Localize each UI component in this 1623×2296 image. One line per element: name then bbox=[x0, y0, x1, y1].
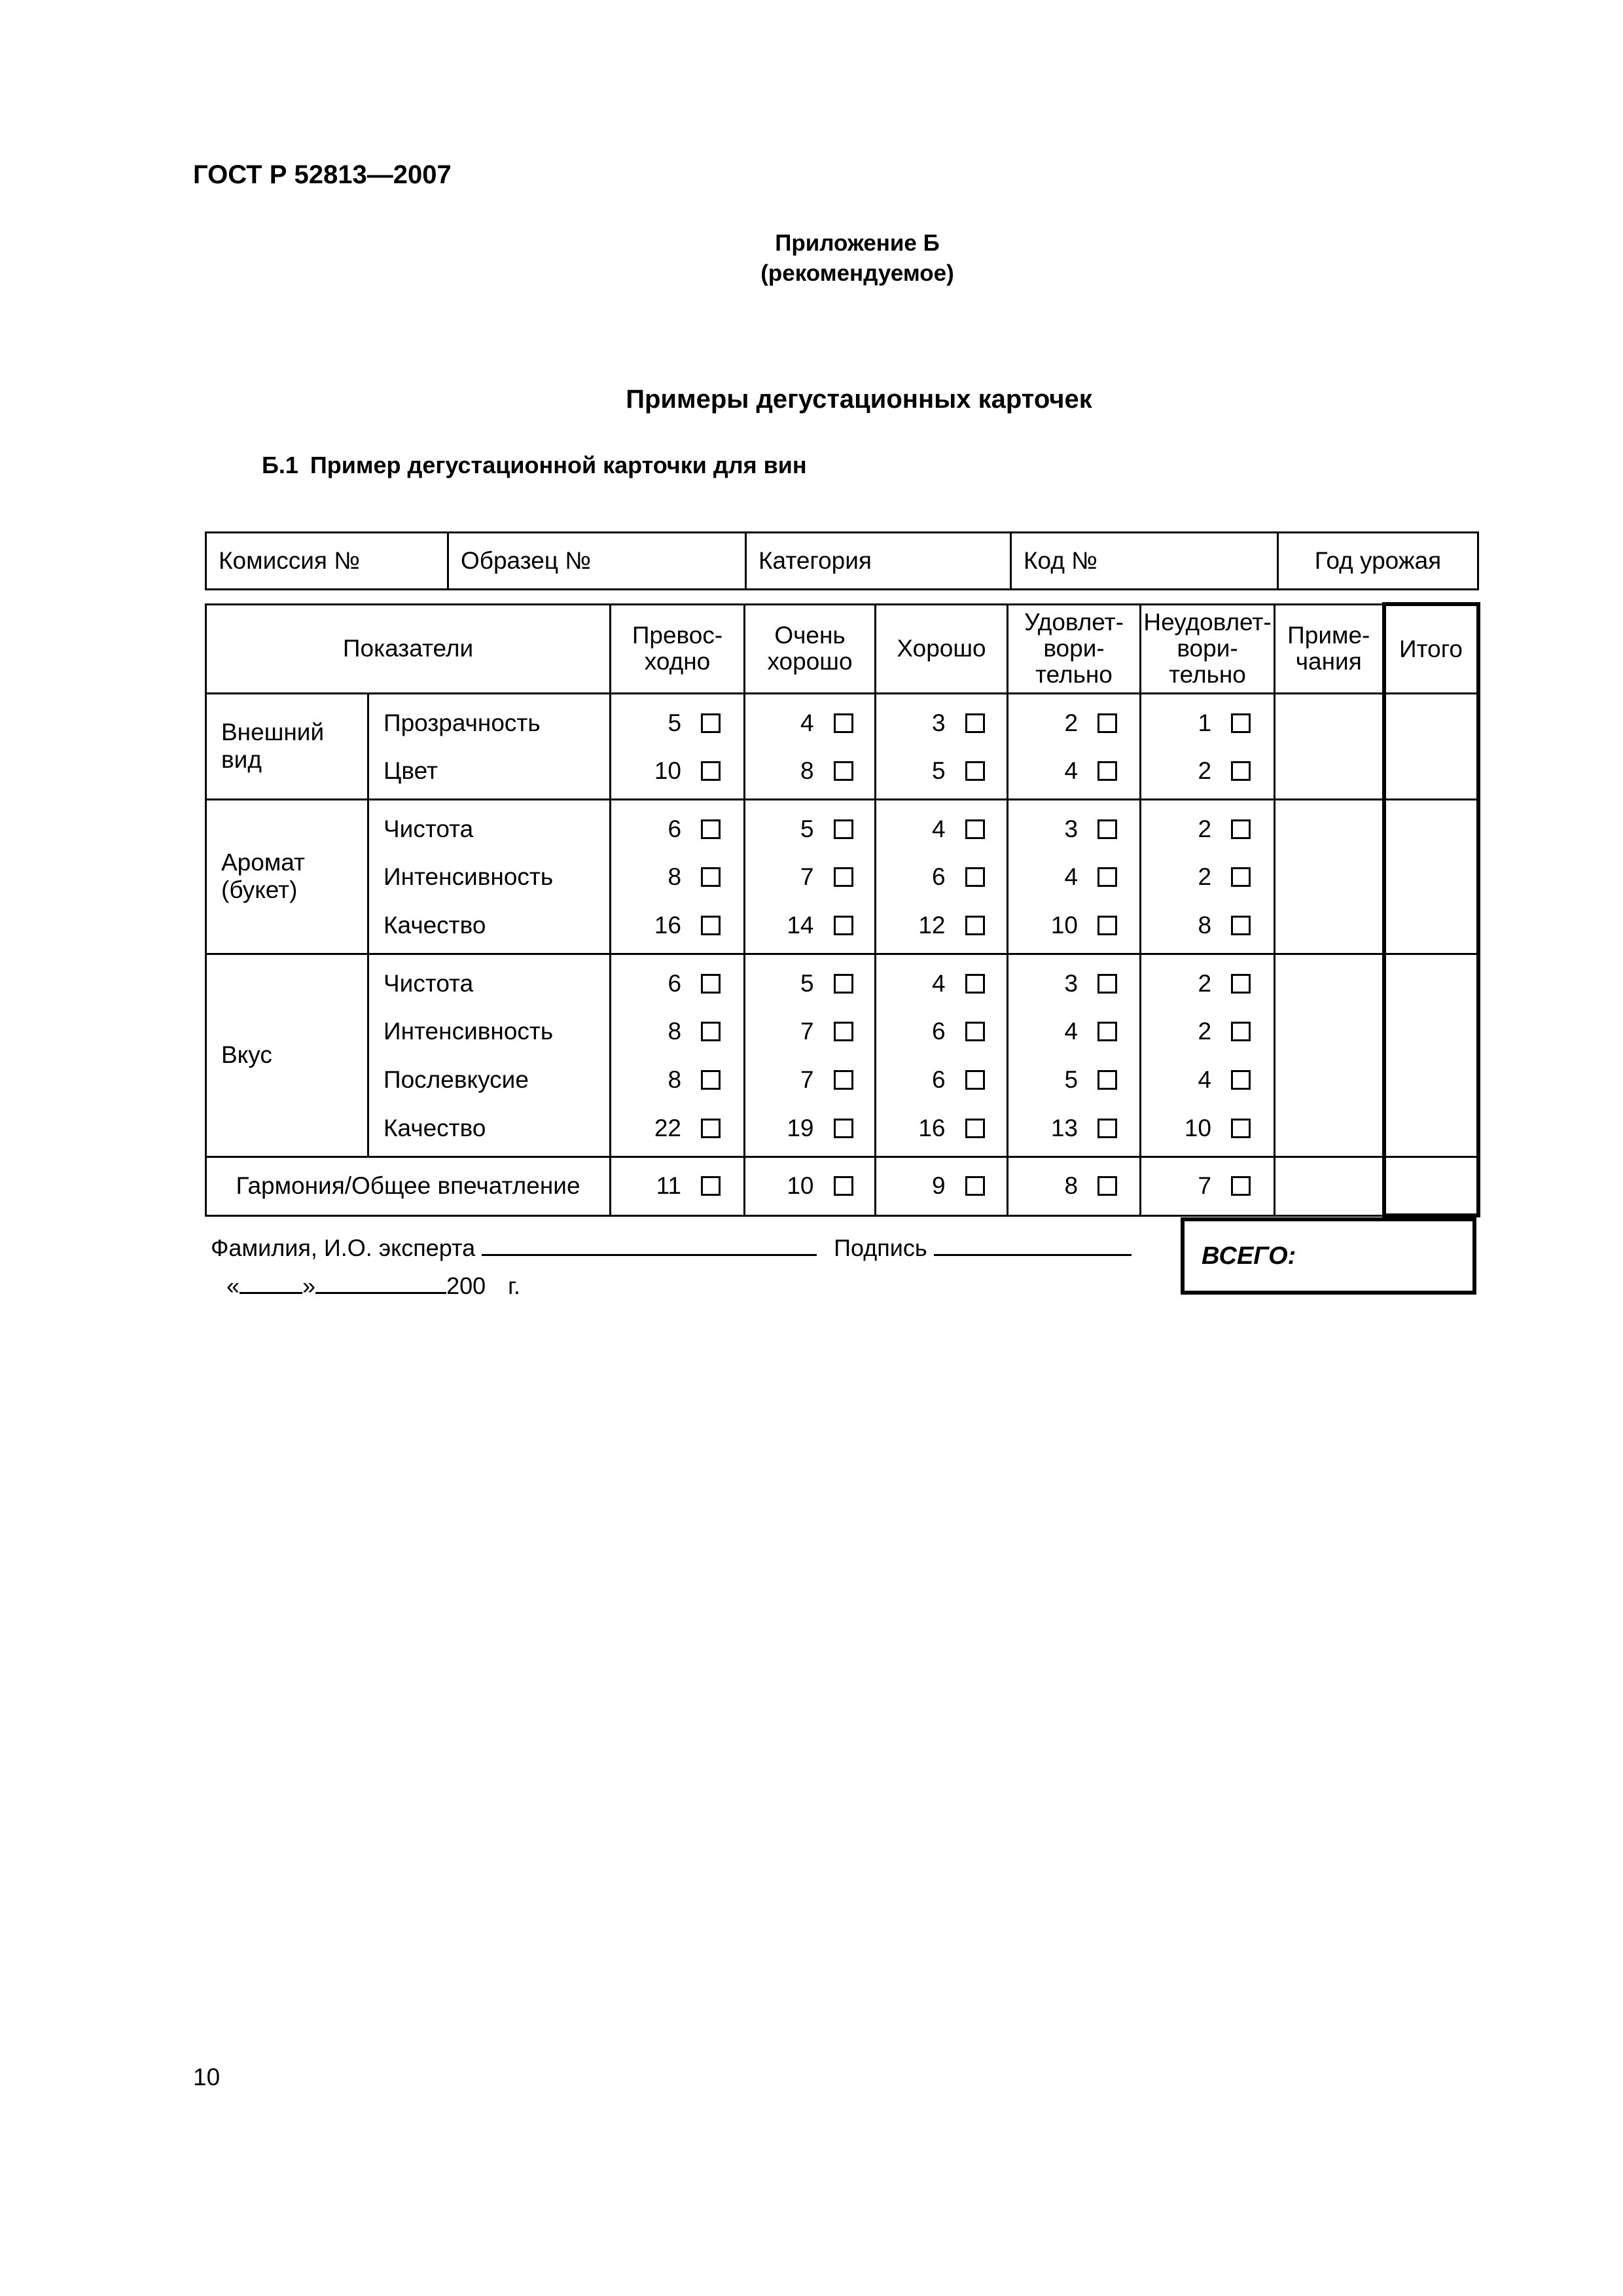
score-value: 8 bbox=[668, 863, 682, 890]
checkbox[interactable] bbox=[965, 713, 985, 733]
checkbox[interactable] bbox=[1231, 867, 1251, 887]
score-option bbox=[876, 960, 1007, 1007]
group-name-line: (букет) bbox=[221, 876, 298, 903]
score-value: 2 bbox=[1064, 709, 1079, 736]
checkbox[interactable] bbox=[834, 819, 853, 839]
checkbox[interactable] bbox=[965, 916, 985, 935]
score-value: 5 bbox=[931, 757, 946, 784]
score-value: 6 bbox=[931, 863, 946, 890]
score-value: 8 bbox=[1198, 911, 1212, 939]
month-field[interactable] bbox=[315, 1270, 446, 1294]
score-value: 10 bbox=[654, 757, 682, 784]
satisfactory-header: Удовлет- вори- тельно bbox=[1008, 604, 1141, 693]
score-value: 8 bbox=[668, 1017, 682, 1045]
indicator-label: Цвет bbox=[383, 757, 438, 784]
score-option bbox=[1008, 960, 1139, 1007]
code-field[interactable]: Код № bbox=[1011, 533, 1278, 590]
score-value: 5 bbox=[800, 815, 814, 842]
harmony-total-cell[interactable] bbox=[1384, 1157, 1478, 1215]
checkbox[interactable] bbox=[965, 1176, 985, 1196]
score-option bbox=[876, 806, 1007, 853]
score-value: 22 bbox=[654, 1114, 682, 1141]
checkbox[interactable] bbox=[701, 1176, 721, 1196]
year-suffix: г. bbox=[508, 1272, 520, 1299]
indicator-label: Прозрачность bbox=[383, 709, 541, 736]
score-cell bbox=[745, 799, 876, 954]
score-value: 8 bbox=[1064, 1172, 1079, 1199]
score-value: 4 bbox=[931, 815, 946, 842]
score-option bbox=[876, 747, 1007, 795]
score-cell bbox=[611, 693, 745, 799]
indicator-group-row bbox=[206, 954, 1478, 1157]
checkbox[interactable] bbox=[1097, 713, 1117, 733]
checkbox[interactable] bbox=[834, 1176, 853, 1196]
group-name bbox=[206, 799, 368, 954]
indicator-labels-cell bbox=[368, 693, 611, 799]
score-value: 4 bbox=[1198, 1066, 1212, 1093]
score-value: 10 bbox=[1050, 911, 1079, 939]
score-cell bbox=[1141, 954, 1275, 1157]
score-option bbox=[745, 747, 874, 795]
score-value: 5 bbox=[668, 709, 682, 736]
checkbox[interactable] bbox=[834, 1119, 853, 1138]
indicator-label: Интенсивность bbox=[383, 1017, 554, 1045]
score-value: 6 bbox=[668, 969, 682, 997]
score-option bbox=[876, 700, 1007, 747]
score-value: 4 bbox=[931, 969, 946, 997]
score-value: 7 bbox=[1198, 1172, 1212, 1199]
appendix-label: Приложение Б bbox=[775, 230, 940, 256]
checkbox[interactable] bbox=[834, 713, 853, 733]
score-option bbox=[745, 806, 874, 853]
checkbox[interactable] bbox=[1097, 1176, 1117, 1196]
score-cell bbox=[745, 693, 876, 799]
unsatisfactory-header: Неудовлет- вори- тельно bbox=[1141, 604, 1275, 693]
checkbox[interactable] bbox=[701, 1070, 721, 1090]
day-field[interactable] bbox=[240, 1270, 302, 1294]
total-header: Итого bbox=[1384, 604, 1478, 693]
group-name bbox=[206, 954, 368, 1157]
score-cell bbox=[876, 799, 1008, 954]
notes-cell[interactable] bbox=[1275, 693, 1384, 799]
indicator-group-row bbox=[206, 799, 1478, 954]
score-option bbox=[1008, 700, 1139, 747]
score-value: 7 bbox=[800, 1066, 814, 1093]
indicator-labels-cell bbox=[368, 799, 611, 954]
grand-total-box[interactable] bbox=[1181, 1217, 1476, 1295]
document-code: ГОСТ Р 52813—2007 bbox=[193, 160, 452, 189]
checkbox[interactable] bbox=[1231, 916, 1251, 935]
score-option bbox=[1141, 1056, 1274, 1104]
commission-field[interactable]: Комиссия № bbox=[206, 533, 448, 590]
harmony-score-cell bbox=[611, 1157, 745, 1215]
harmony-label: Гармония/Общее впечатление bbox=[206, 1157, 611, 1215]
score-value: 6 bbox=[668, 815, 682, 842]
score-value: 2 bbox=[1198, 969, 1212, 997]
expert-label: Фамилия, И.О. эксперта bbox=[211, 1234, 476, 1261]
score-option bbox=[611, 700, 743, 747]
indicator-label: Качество bbox=[383, 1114, 486, 1141]
score-option bbox=[876, 1056, 1007, 1104]
score-value: 8 bbox=[668, 1066, 682, 1093]
score-option bbox=[1141, 1007, 1274, 1056]
checkbox[interactable] bbox=[965, 761, 985, 781]
score-option bbox=[611, 960, 743, 1007]
checkbox[interactable] bbox=[834, 974, 853, 994]
checkbox[interactable] bbox=[1097, 761, 1117, 781]
appendix-type: (рекомендуемое) bbox=[760, 260, 954, 286]
score-cell bbox=[1008, 799, 1141, 954]
group-total-cell[interactable] bbox=[1384, 799, 1478, 954]
score-option bbox=[1141, 806, 1274, 853]
score-option bbox=[611, 901, 743, 950]
score-value: 7 bbox=[800, 863, 814, 890]
score-option bbox=[1141, 700, 1274, 747]
indicator-label: Качество bbox=[383, 911, 486, 939]
section-title bbox=[262, 452, 807, 479]
checkbox[interactable] bbox=[1231, 1176, 1251, 1196]
very-good-header: Очень хорошо bbox=[745, 604, 876, 693]
score-option bbox=[1008, 853, 1139, 901]
checkbox[interactable] bbox=[1097, 916, 1117, 935]
score-option bbox=[745, 1007, 874, 1056]
indicator-group-row bbox=[206, 693, 1478, 799]
score-option bbox=[876, 901, 1007, 950]
score-value: 4 bbox=[1064, 863, 1079, 890]
score-value: 12 bbox=[918, 911, 946, 939]
group-name bbox=[206, 693, 368, 799]
notes-header: Приме- чания bbox=[1275, 604, 1384, 693]
score-option bbox=[1008, 1104, 1139, 1153]
score-value: 2 bbox=[1198, 757, 1212, 784]
score-cell bbox=[611, 954, 745, 1157]
checkbox[interactable] bbox=[1231, 1070, 1251, 1090]
score-cell bbox=[1141, 799, 1275, 954]
score-value: 9 bbox=[931, 1172, 946, 1199]
date-line bbox=[226, 1270, 520, 1300]
indicator-label: Послевкусие bbox=[383, 1066, 529, 1093]
notes-cell[interactable] bbox=[1275, 799, 1384, 954]
checkbox[interactable] bbox=[965, 1119, 985, 1138]
checkbox[interactable] bbox=[834, 1022, 853, 1041]
score-value: 6 bbox=[931, 1017, 946, 1045]
harmony-notes-cell[interactable] bbox=[1275, 1157, 1384, 1215]
category-field[interactable]: Категория bbox=[746, 533, 1011, 590]
checkbox[interactable] bbox=[701, 867, 721, 887]
score-value: 6 bbox=[931, 1066, 946, 1093]
indicator-label: Интенсивность bbox=[383, 863, 554, 890]
checkbox[interactable] bbox=[965, 974, 985, 994]
checkbox[interactable] bbox=[1231, 819, 1251, 839]
indicator-labels-cell bbox=[368, 954, 611, 1157]
checkbox[interactable] bbox=[701, 1022, 721, 1041]
score-cell bbox=[611, 799, 745, 954]
group-name-line: Вкус bbox=[221, 1041, 272, 1068]
indicator-label: Чистота bbox=[383, 969, 474, 997]
group-total-cell[interactable] bbox=[1384, 693, 1478, 799]
checkbox[interactable] bbox=[1231, 761, 1251, 781]
checkbox[interactable] bbox=[701, 974, 721, 994]
indicator-label: Чистота bbox=[383, 815, 474, 842]
checkbox[interactable] bbox=[834, 916, 853, 935]
score-option bbox=[876, 1104, 1007, 1153]
score-value: 13 bbox=[1050, 1114, 1079, 1141]
score-option bbox=[1141, 901, 1274, 950]
score-option bbox=[611, 1104, 743, 1153]
year-prefix: 200 bbox=[446, 1272, 486, 1299]
date-close-quote: » bbox=[302, 1272, 316, 1299]
checkbox[interactable] bbox=[834, 867, 853, 887]
score-option bbox=[611, 806, 743, 853]
grand-total-label: ВСЕГО: bbox=[1202, 1242, 1296, 1270]
notes-cell[interactable] bbox=[1275, 954, 1384, 1157]
score-value: 3 bbox=[1064, 969, 1079, 997]
group-name-line: Внешний bbox=[221, 719, 325, 745]
harmony-score-cell bbox=[745, 1157, 876, 1215]
group-name-line: вид bbox=[221, 746, 262, 773]
score-value: 16 bbox=[654, 911, 682, 939]
score-value: 11 bbox=[656, 1172, 682, 1199]
date-open-quote: « bbox=[226, 1272, 240, 1299]
score-option bbox=[1008, 747, 1139, 795]
score-option bbox=[876, 1007, 1007, 1056]
score-option bbox=[745, 901, 874, 950]
score-option bbox=[876, 853, 1007, 901]
checkbox[interactable] bbox=[965, 819, 985, 839]
good-header: Хорошо bbox=[876, 604, 1008, 693]
checkbox[interactable] bbox=[1097, 819, 1117, 839]
checkbox[interactable] bbox=[1097, 1119, 1117, 1138]
score-value: 1 bbox=[1198, 709, 1212, 736]
score-option bbox=[1008, 901, 1139, 950]
checkbox[interactable] bbox=[965, 867, 985, 887]
indicators-header: Показатели bbox=[206, 604, 611, 693]
score-value: 10 bbox=[787, 1172, 814, 1199]
score-option bbox=[611, 1007, 743, 1056]
score-value: 3 bbox=[1064, 815, 1079, 842]
harmony-score-cell bbox=[876, 1157, 1008, 1215]
tasting-score-table bbox=[205, 602, 1480, 1217]
checkbox[interactable] bbox=[1231, 1119, 1251, 1138]
score-option bbox=[611, 853, 743, 901]
checkbox[interactable] bbox=[965, 1070, 985, 1090]
score-value: 4 bbox=[1064, 757, 1079, 784]
score-option bbox=[745, 960, 874, 1007]
harvest-year-field[interactable]: Год урожая bbox=[1278, 533, 1478, 590]
score-cell bbox=[1008, 954, 1141, 1157]
score-value: 4 bbox=[1064, 1017, 1079, 1045]
score-option bbox=[611, 1056, 743, 1104]
score-option bbox=[1008, 1007, 1139, 1056]
score-option bbox=[1141, 1104, 1274, 1153]
score-cell bbox=[745, 954, 876, 1157]
score-value: 4 bbox=[800, 709, 814, 736]
checkbox[interactable] bbox=[701, 916, 721, 935]
signature-label: Подпись bbox=[834, 1234, 927, 1261]
section-number: Б.1 bbox=[262, 452, 298, 478]
score-value: 5 bbox=[1064, 1066, 1079, 1093]
score-value: 2 bbox=[1198, 1017, 1212, 1045]
score-value: 2 bbox=[1198, 815, 1212, 842]
score-value: 7 bbox=[800, 1017, 814, 1045]
score-option bbox=[1141, 747, 1274, 795]
score-cell bbox=[1141, 693, 1275, 799]
checkbox[interactable] bbox=[965, 1022, 985, 1041]
score-value: 3 bbox=[931, 709, 946, 736]
score-option bbox=[745, 700, 874, 747]
section-title-text: Пример дегустационной карточки для вин bbox=[310, 452, 807, 478]
score-option bbox=[611, 747, 743, 795]
score-option bbox=[1008, 1056, 1139, 1104]
sample-field[interactable]: Образец № bbox=[448, 533, 746, 590]
score-value: 19 bbox=[787, 1114, 814, 1141]
harmony-score-cell bbox=[1141, 1157, 1275, 1215]
checkbox[interactable] bbox=[1097, 867, 1117, 887]
expert-name-field[interactable] bbox=[482, 1232, 817, 1256]
page-title: Примеры дегустационных карточек bbox=[626, 385, 1092, 414]
excellent-header: Превос- ходно bbox=[611, 604, 745, 693]
card-header-table bbox=[205, 531, 1479, 590]
score-value: 8 bbox=[800, 757, 814, 784]
harmony-score-cell bbox=[1008, 1157, 1141, 1215]
score-value: 10 bbox=[1184, 1114, 1212, 1141]
score-option bbox=[1008, 806, 1139, 853]
checkbox[interactable] bbox=[1097, 1022, 1117, 1041]
group-total-cell[interactable] bbox=[1384, 954, 1478, 1157]
checkbox[interactable] bbox=[1231, 974, 1251, 994]
score-value: 5 bbox=[800, 969, 814, 997]
checkbox[interactable] bbox=[1231, 713, 1251, 733]
checkbox[interactable] bbox=[701, 819, 721, 839]
score-option bbox=[1141, 960, 1274, 1007]
checkbox[interactable] bbox=[701, 761, 721, 781]
score-value: 16 bbox=[918, 1114, 946, 1141]
score-value: 14 bbox=[787, 911, 814, 939]
checkbox[interactable] bbox=[1231, 1022, 1251, 1041]
checkbox[interactable] bbox=[1097, 974, 1117, 994]
checkbox[interactable] bbox=[701, 713, 721, 733]
score-option bbox=[745, 1056, 874, 1104]
score-option bbox=[745, 1104, 874, 1153]
page-number: 10 bbox=[193, 2064, 221, 2090]
checkbox[interactable] bbox=[834, 1070, 853, 1090]
score-option bbox=[745, 853, 874, 901]
signature-field[interactable] bbox=[934, 1232, 1132, 1256]
checkbox[interactable] bbox=[1097, 1070, 1117, 1090]
score-cell bbox=[876, 954, 1008, 1157]
expert-line bbox=[211, 1232, 1132, 1262]
checkbox[interactable] bbox=[834, 761, 853, 781]
group-name-line: Аромат bbox=[221, 849, 305, 876]
score-cell bbox=[876, 693, 1008, 799]
checkbox[interactable] bbox=[701, 1119, 721, 1138]
score-cell bbox=[1008, 693, 1141, 799]
score-option bbox=[1141, 853, 1274, 901]
score-value: 2 bbox=[1198, 863, 1212, 890]
